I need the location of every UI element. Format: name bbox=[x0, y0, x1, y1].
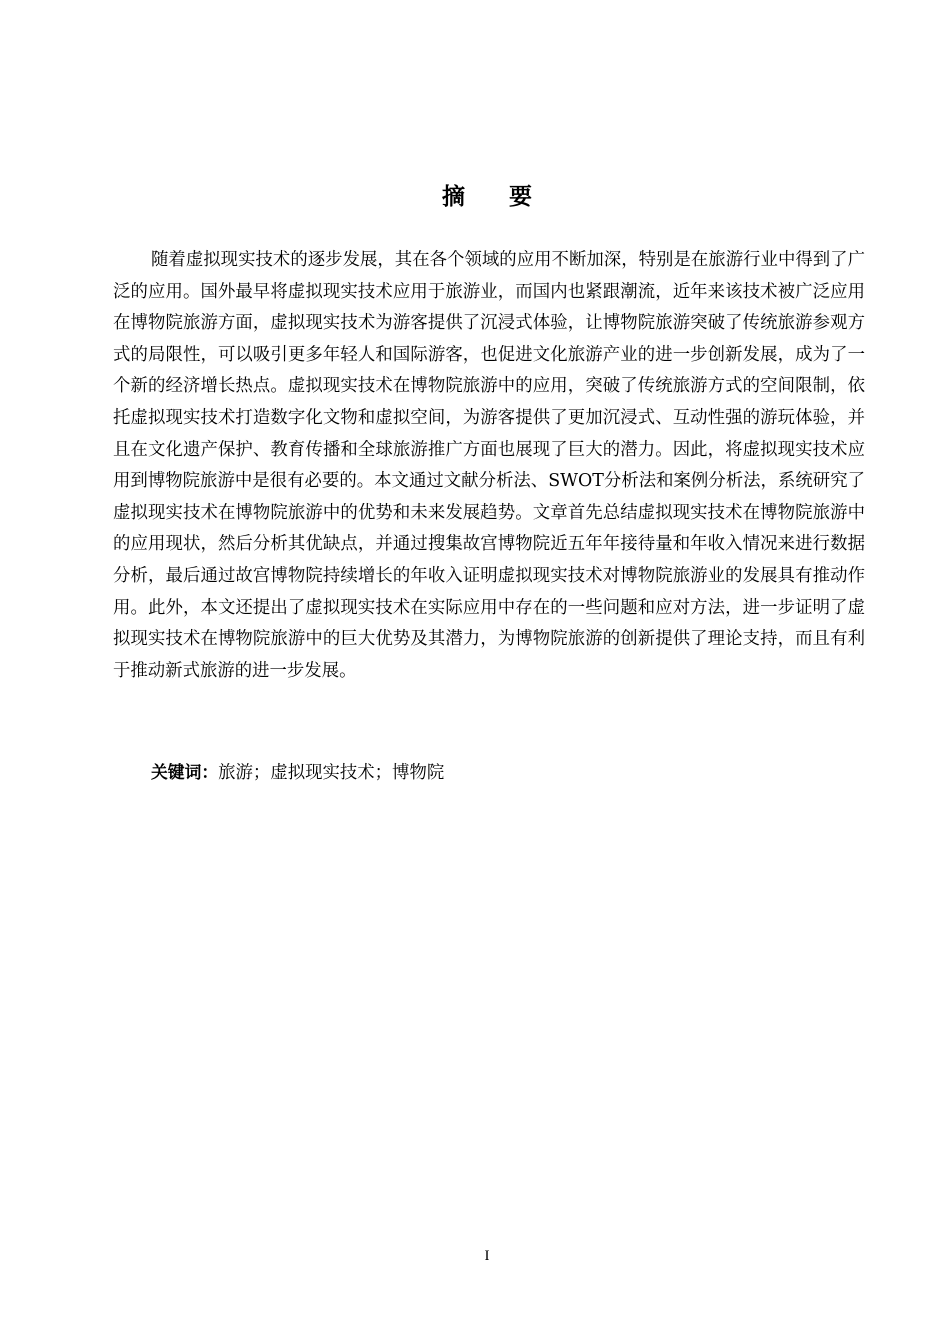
keywords-label: 关键词： bbox=[151, 762, 219, 782]
abstract-paragraph: 随着虚拟现实技术的逐步发展，其在各个领域的应用不断加深，特别是在旅游行业中得到了广泛的应用。国外最早将虚拟现实技术应用于旅游业，而国内也紧跟潮流，近年来该技术被广泛应用在博物院旅游方面，虚拟现实技术为游客提供了沉浸式体验，让博物院旅游突破了传统旅游参观方式的局限性，可以吸引更多年轻人和国际游客，也促进文化旅游产业的进一步创新发展，成为了一个新的经济增长热点。虚拟现实技术在博物院旅游中的应用，突破了传统旅游方式的空间限制，依托虚拟现实技术打造数字化文物和虚拟空间，为游客提供了更加沉浸式、互动性强的游玩体验，并且在文化遗产保护、教育传播和全球旅游推广方面也展现了巨大的潜力。因此，将虚拟现实技术应用到博物院旅游中是很有必要的。本文通过文献分析法、SWOT分析法和案例分析法，系统研究了虚拟现实技术在博物院旅游中的优势和未来发展趋势。文章首先总结虚拟现实技术在博物院旅游中的应用现状，然后分析其优缺点，并通过搜集故宫博物院近五年年接待量和年收入情况来进行数据分析，最后通过故宫博物院持续增长的年收入证明虚拟现实技术对博物院旅游业的发展具有推动作用。此外，本文还提出了虚拟现实技术在实际应用中存在的一些问题和应对方法，进一步证明了虚拟现实技术在博物院旅游中的巨大优势及其潜力，为博物院旅游的创新提供了理论支持，而且有利于推动新式旅游的进一步发展。 bbox=[113, 250, 865, 681]
keywords-value: 旅游；虚拟现实技术；博物院 bbox=[218, 763, 445, 783]
keywords-line bbox=[151, 758, 444, 787]
page-number: I bbox=[484, 1248, 490, 1264]
title-char-2: 要 bbox=[509, 184, 532, 210]
title-char-1: 摘 bbox=[442, 184, 465, 210]
page-title bbox=[0, 178, 950, 211]
